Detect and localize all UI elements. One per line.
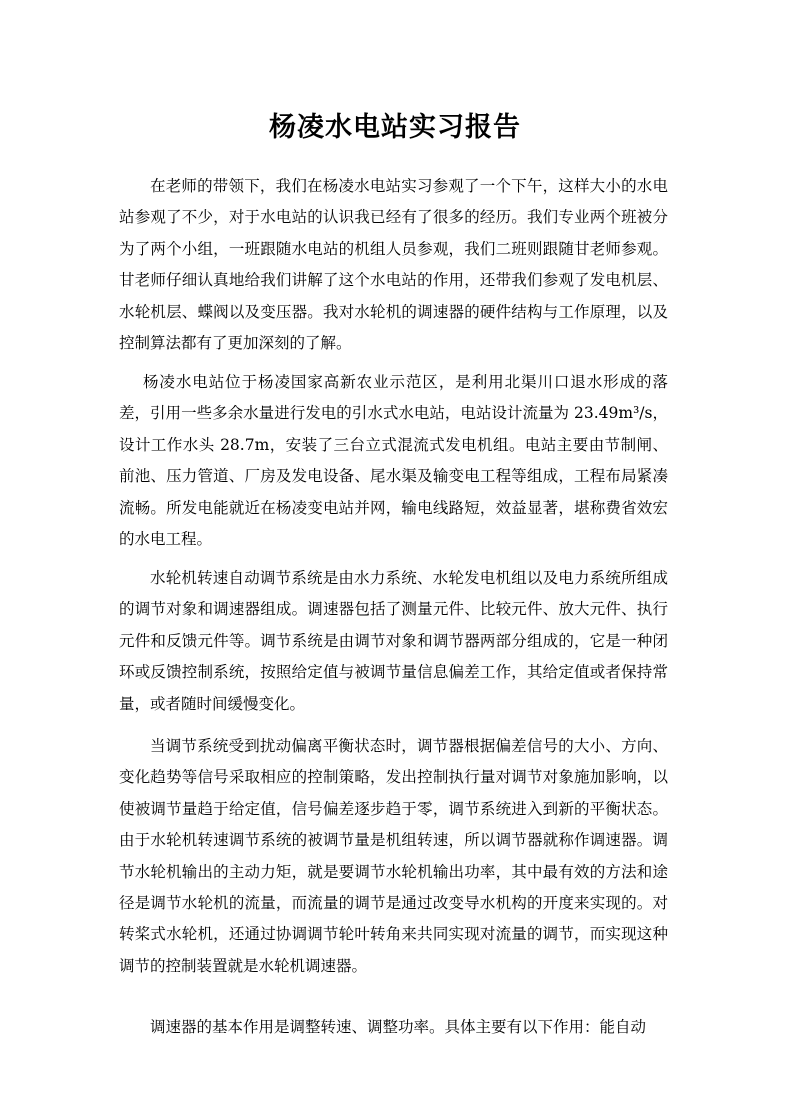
paragraph-introduction: 在老师的带领下，我们在杨凌水电站实习参观了一个下午，这样大小的水电站参观了不少，对于水电站的认识我已经有了很多的经历。我们专业两个班被分为了两个小组，一班跟随水电站的机组人员参观，我们二班则跟随甘老师参观。甘老师仔细认真地给我们讲解了这个水电站的作用，还带我们参观了发电机层、水轮机层、蝶阀以及变压器。我对水轮机的调速器的硬件结构与工作原理，以及控制算法都有了更加深刻的了解。 — [119, 177, 668, 353]
document-title: 杨凌水电站实习报告 — [269, 112, 521, 143]
paragraph-governor-functions: 调速器的基本作用是调整转速、调整功率。具体主要有以下作用：能自动 — [150, 1018, 647, 1036]
paragraph-station-overview: 杨凌水电站位于杨凌国家高新农业示范区，是利用北渠川口退水形成的落差，引用一些多余水量进行发电的引水式水电站，电站设计流量为 23.49m³/s，设计工作水头 28.7m，安装了三台立式混流式发电机组。电站主要由节制闸、前池、压力管道、厂房及发电设备、尾水渠及输变电工程等组成，工程布局紧凑流畅。所发电能就近在杨凌变电站并网，输电线路短，效益显著，堪称费省效宏的水电工程。 — [119, 373, 668, 549]
paragraph-regulation-system: 水轮机转速自动调节系统是由水力系统、水轮发电机组以及电力系统所组成的调节对象和调速器组成。调速器包括了测量元件、比较元件、放大元件、执行元件和反馈元件等。调节系统是由调节对象和调节器两部分组成的，它是一种闭环或反馈控制系统，按照给定值与被调节量信息偏差工作，其给定值或者保持常量，或者随时间缓慢变化。 — [119, 569, 668, 713]
paragraph-governor-principle: 当调节系统受到扰动偏离平衡状态时，调节器根据偏差信号的大小、方向、变化趋势等信号采取相应的控制策略，发出控制执行量对调节对象施加影响，以使被调节量趋于给定值，信号偏差逐步趋于零，调节系统进入到新的平衡状态。由于水轮机转速调节系统的被调节量是机组转速，所以调节器就称作调速器。调节水轮机输出的主动力矩，就是要调节水轮机输出功率，其中最有效的方法和途径是调节水轮机的流量，而流量的调节是通过改变导水机构的开度来实现的。对转桨式水轮机，还通过协调调节轮叶转角来共同实现对流量的调节，而实现这种调节的控制装置就是水轮机调速器。 — [119, 737, 668, 975]
